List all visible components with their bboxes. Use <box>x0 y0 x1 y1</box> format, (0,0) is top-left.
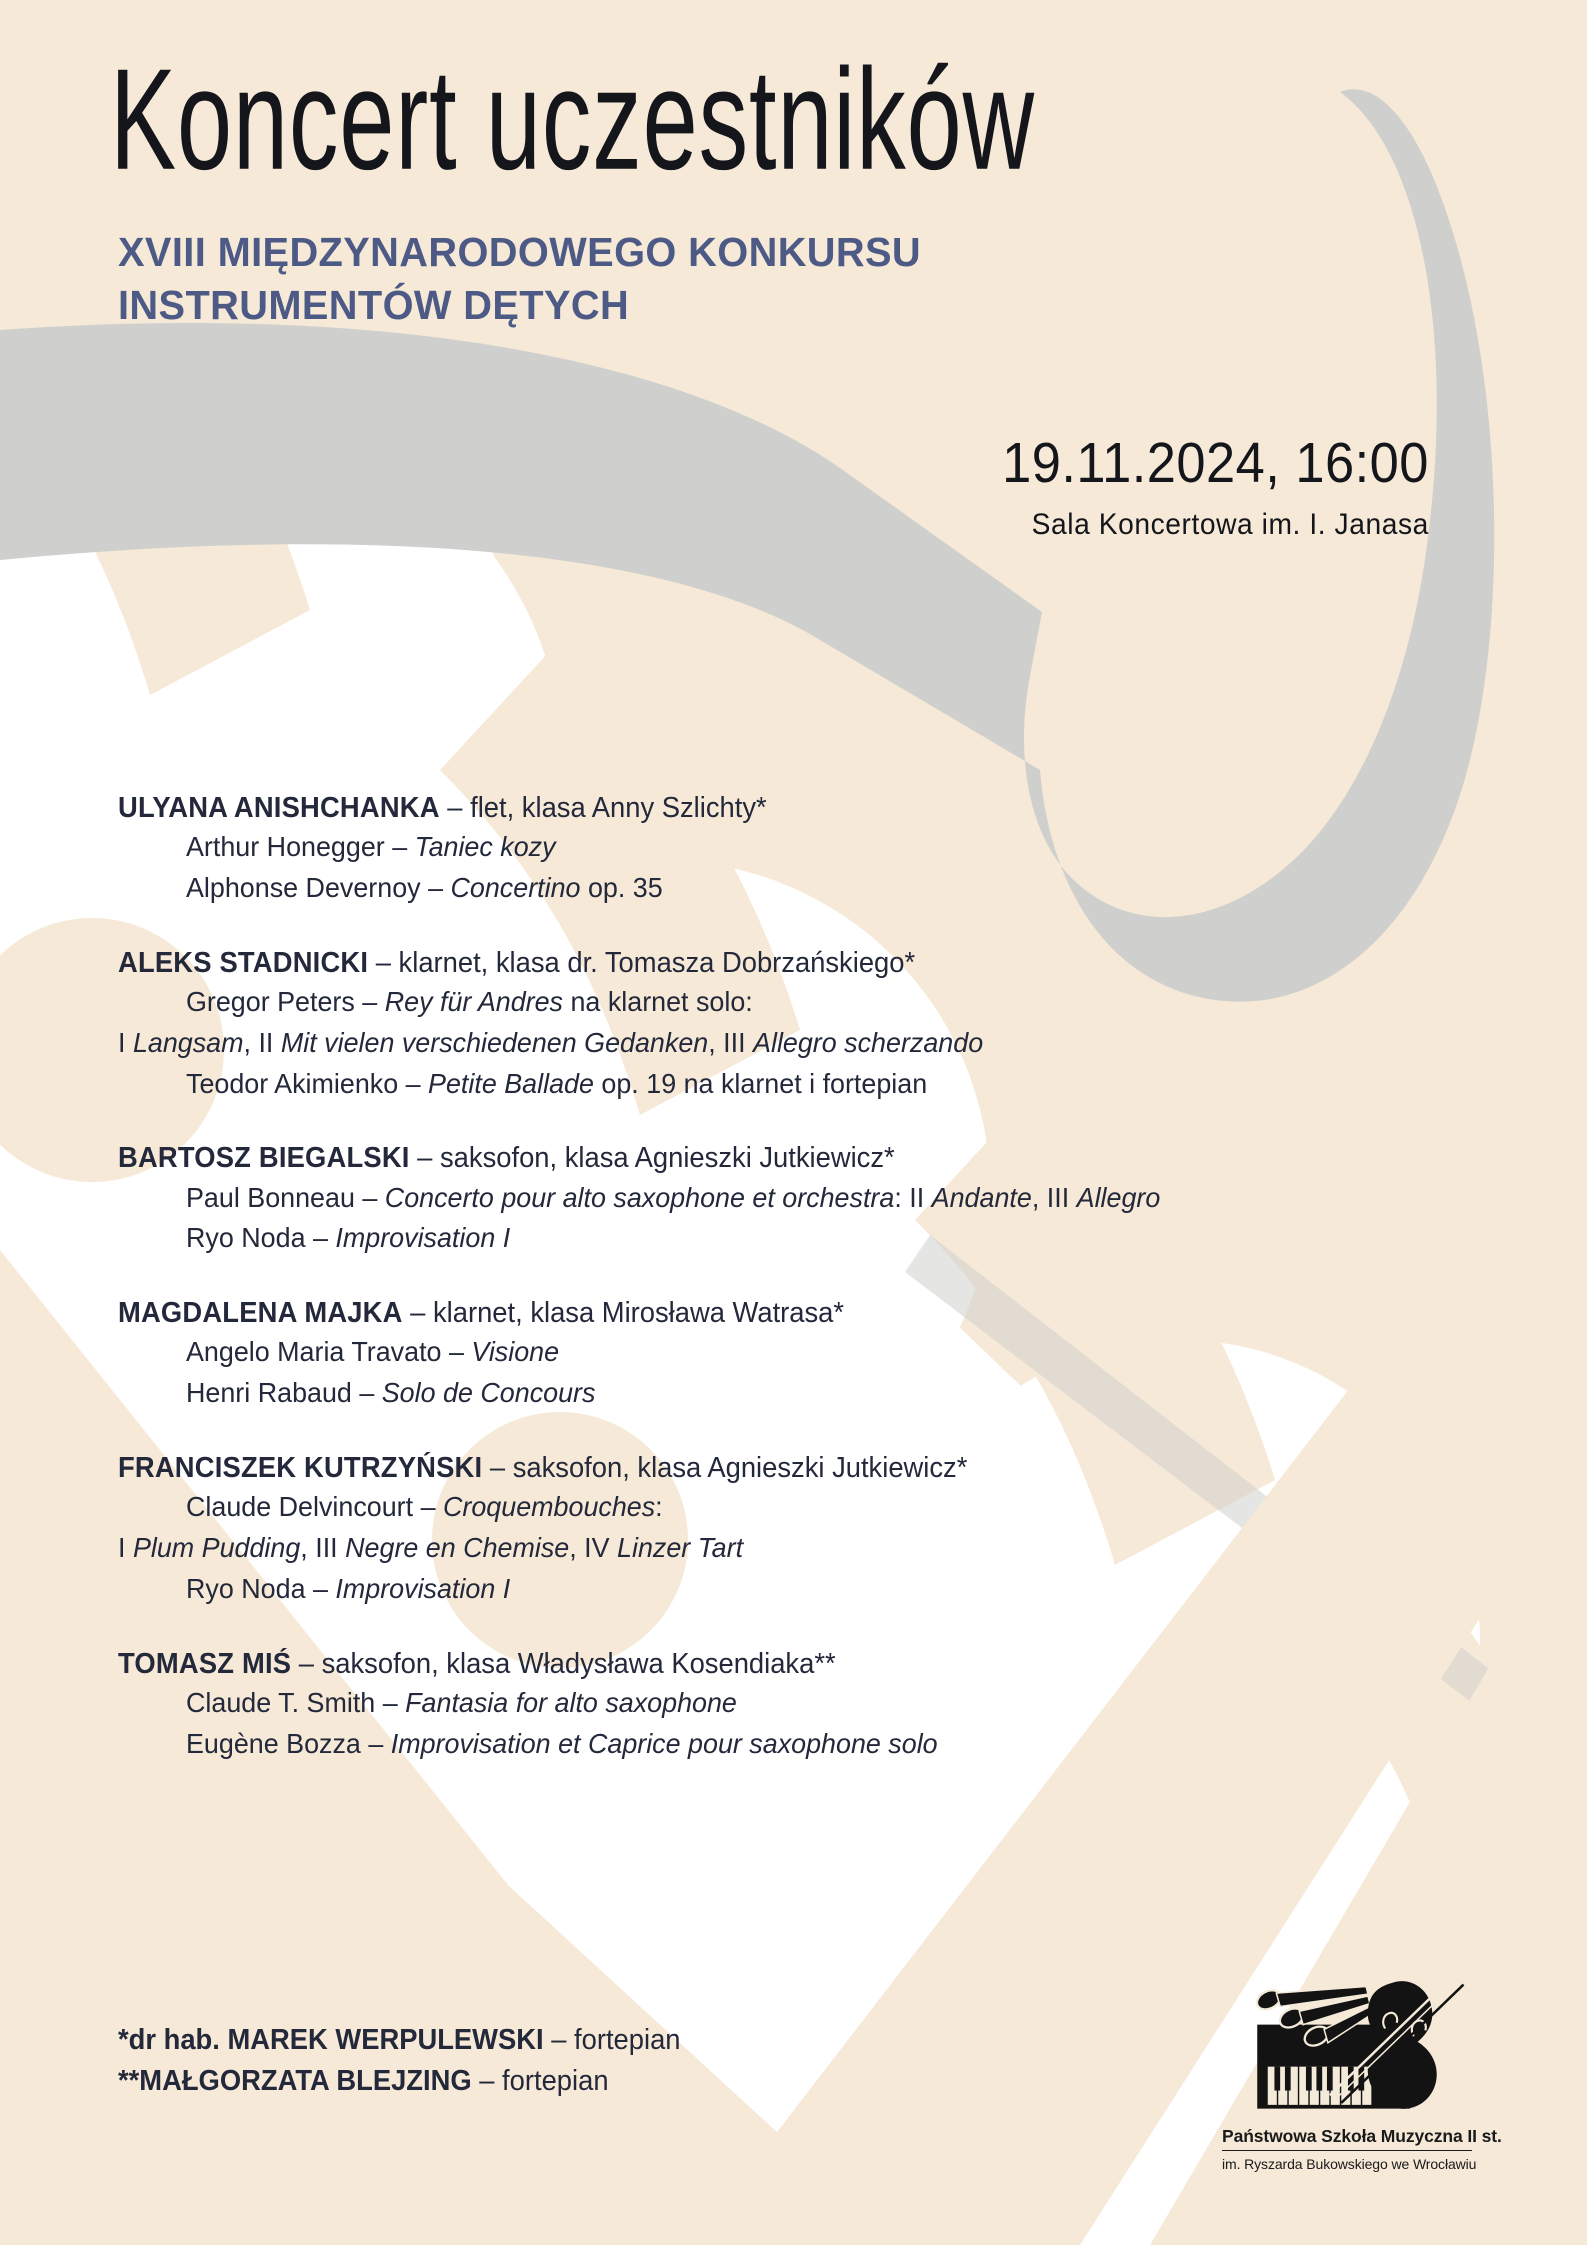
work-text: : <box>655 1491 663 1523</box>
subtitle-line-1: XVIII MIĘDZYNARODOWEGO KONKURSU <box>118 229 922 275</box>
performer-details: – flet, klasa Anny Szlichty* <box>439 792 767 824</box>
work-title: Langsam <box>132 1026 244 1058</box>
work-text: Gregor Peters – <box>186 985 385 1017</box>
logo-school-name: Państwowa Szkoła Muzyczna II st. <box>1222 2126 1472 2151</box>
work-title: Concerto pour alto saxophone et orchestra <box>384 1181 895 1213</box>
work-line <box>186 1487 1426 1528</box>
work-text: op. 19 na klarnet i fortepian <box>593 1067 928 1099</box>
program-entry <box>118 790 1478 909</box>
work-title: Andante <box>931 1181 1032 1213</box>
work-line <box>186 868 1426 909</box>
event-venue: Sala Koncertowa im. I. Janasa <box>1031 508 1429 541</box>
work-line <box>186 1178 1426 1219</box>
footnote-line <box>118 2061 681 2102</box>
work-text: , III <box>300 1531 346 1563</box>
work-title: Croquembouches <box>442 1491 656 1523</box>
work-line <box>186 1569 1426 1610</box>
performer-line <box>118 1140 1424 1177</box>
performer-name: BARTOSZ BIEGALSKI <box>118 1142 410 1175</box>
work-text: Angelo Maria Travato – <box>186 1336 472 1368</box>
work-title: Improvisation I <box>335 1222 511 1254</box>
performer-name: FRANCISZEK KUTRZYŃSKI <box>118 1452 483 1485</box>
performer-details: – saksofon, klasa Władysława Kosendiaka** <box>291 1647 836 1680</box>
performer-details: – saksofon, klasa Agnieszki Jutkiewicz* <box>482 1452 968 1485</box>
footnote-name: **MAŁGORZATA BLEJZING <box>118 2065 472 2098</box>
date-venue-block <box>965 430 1429 542</box>
work-line <box>186 1218 1426 1259</box>
performer-line <box>118 1295 1424 1332</box>
work-text: : II <box>894 1181 932 1213</box>
performer-name: ULYANA ANISHCHANKA <box>118 792 440 824</box>
work-title: Negre en Chemise <box>345 1531 570 1563</box>
work-line <box>118 1528 1424 1569</box>
performer-line <box>118 1450 1424 1487</box>
work-line <box>186 1064 1426 1105</box>
work-title: Mit vielen verschiedenen Gedanken <box>280 1026 709 1058</box>
work-text: Ryo Noda – <box>186 1572 336 1604</box>
work-text: Teodor Akimienko – <box>186 1067 429 1099</box>
page-title: Koncert uczestników <box>110 39 1035 201</box>
performer-details: – klarnet, klasa dr. Tomasza Dobrzańskiego* <box>368 946 916 979</box>
work-text: I <box>118 1026 133 1058</box>
work-text: Paul Bonneau – <box>186 1181 385 1213</box>
footnote-role: – fortepian <box>543 2024 681 2056</box>
performer-details: – klarnet, klasa Mirosława Watrasa* <box>402 1297 845 1330</box>
pianist-footnotes <box>118 2020 681 2103</box>
performer-details: – saksofon, klasa Agnieszki Jutkiewicz* <box>409 1142 895 1175</box>
work-text: Alphonse Devernoy – <box>186 871 451 903</box>
work-text: Claude Delvincourt – <box>186 1491 443 1523</box>
performer-line <box>118 790 1424 827</box>
work-text: , III <box>1031 1181 1077 1213</box>
music-school-logo-icon <box>1222 1975 1472 2123</box>
logo-school-patron: im. Ryszarda Bukowskiego we Wrocławiu <box>1222 2156 1477 2172</box>
subtitle-line-2: INSTRUMENTÓW DĘTYCH <box>118 282 630 329</box>
work-title: Plum Pudding <box>132 1531 301 1563</box>
work-title: Improvisation I <box>335 1572 511 1604</box>
performer-line <box>118 945 1424 982</box>
work-title: Visione <box>471 1336 560 1368</box>
event-date: 19.11.2024, 16:00 <box>1002 431 1429 495</box>
performer-name: ALEKS STADNICKI <box>118 946 369 979</box>
subtitle <box>118 226 921 333</box>
work-line <box>186 1724 1426 1765</box>
work-title: Allegro <box>1076 1181 1161 1213</box>
work-text: , III <box>708 1026 754 1058</box>
work-title: Solo de Concours <box>381 1377 596 1409</box>
work-title: Concertino <box>450 871 581 903</box>
work-title: Taniec kozy <box>414 831 556 863</box>
program-entry <box>118 1646 1478 1765</box>
footnote-role: – fortepian <box>471 2065 609 2098</box>
work-line <box>186 982 1426 1023</box>
performer-line <box>118 1646 1424 1683</box>
program-list <box>118 790 1478 1801</box>
performer-name: MAGDALENA MAJKA <box>118 1297 403 1330</box>
work-line <box>186 1332 1426 1373</box>
work-text: Claude T. Smith – <box>186 1686 406 1718</box>
program-entry <box>118 1450 1478 1610</box>
work-line <box>186 827 1426 868</box>
work-line <box>186 1683 1426 1724</box>
work-title: Rey für Andres <box>384 985 563 1017</box>
work-line <box>186 1373 1426 1414</box>
work-text: na klarnet solo: <box>562 985 753 1017</box>
work-title: Allegro scherzando <box>753 1026 984 1058</box>
work-title: Petite Ballade <box>428 1067 594 1099</box>
work-text: , II <box>243 1026 281 1058</box>
work-text: Henri Rabaud – <box>186 1377 382 1409</box>
program-entry <box>118 945 1478 1105</box>
work-text: Eugène Bozza – <box>186 1727 391 1759</box>
footnote-name: *dr hab. MAREK WERPULEWSKI <box>118 2024 544 2056</box>
work-text: , IV <box>569 1531 618 1563</box>
work-title: Improvisation et Caprice pour saxophone solo <box>390 1727 938 1759</box>
work-line <box>118 1023 1424 1064</box>
work-text: Ryo Noda – <box>186 1222 336 1254</box>
work-title: Linzer Tart <box>617 1531 744 1563</box>
work-text: Arthur Honegger – <box>186 831 415 863</box>
work-text: op. 35 <box>580 871 663 903</box>
work-title: Fantasia for alto saxophone <box>405 1686 737 1718</box>
program-entry <box>118 1140 1478 1259</box>
footnote-line <box>118 2020 681 2061</box>
performer-name: TOMASZ MIŚ <box>118 1647 292 1680</box>
school-logo <box>1222 1975 1502 2172</box>
work-text: I <box>118 1531 133 1563</box>
program-entry <box>118 1295 1478 1414</box>
